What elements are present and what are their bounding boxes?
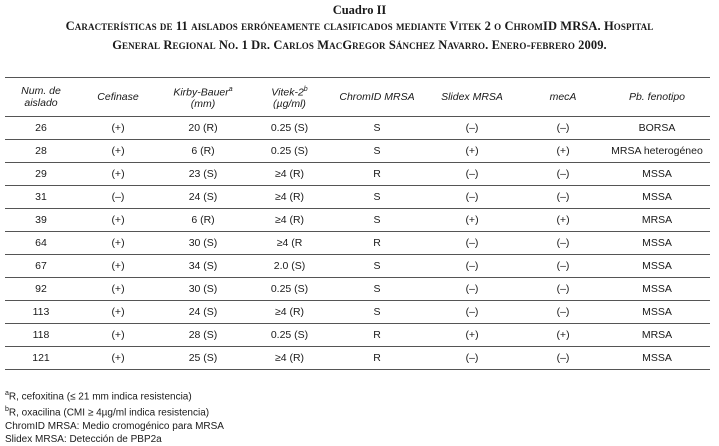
cell-cefinase: (+)	[77, 324, 159, 347]
cell-kirby-bauer: 24 (S)	[159, 301, 247, 324]
cell-kirby-bauer: 24 (S)	[159, 186, 247, 209]
cell-kirby-bauer: 25 (S)	[159, 347, 247, 370]
cell-pb-fenotipo: MSSA	[604, 186, 710, 209]
cell-slidex-mrsa: (+)	[422, 324, 522, 347]
cell-slidex-mrsa: (–)	[422, 301, 522, 324]
cell-meca: (–)	[522, 232, 604, 255]
cell-cefinase: (+)	[77, 209, 159, 232]
cell-slidex-mrsa: (–)	[422, 163, 522, 186]
col-header-cefinase: Cefinase	[77, 78, 159, 117]
cell-vitek-2: 2.0 (S)	[247, 255, 332, 278]
cell-slidex-mrsa: (–)	[422, 278, 522, 301]
cell-meca: (–)	[522, 255, 604, 278]
col-header-slidex-mrsa: Slidex MRSA	[422, 78, 522, 117]
cell-pb-fenotipo: MRSA	[604, 209, 710, 232]
cell-vitek-2: ≥4 (R)	[247, 347, 332, 370]
cell-chromid-mrsa: S	[332, 301, 422, 324]
header-row	[5, 78, 710, 117]
cell-cefinase: (+)	[77, 347, 159, 370]
cell-slidex-mrsa: (–)	[422, 255, 522, 278]
cell-num-aislado: 28	[5, 140, 77, 163]
cell-num-aislado: 64	[5, 232, 77, 255]
cell-vitek-2: 0.25 (S)	[247, 278, 332, 301]
col-header-num-aislado: Num. de aislado	[5, 78, 77, 117]
cell-slidex-mrsa: (–)	[422, 347, 522, 370]
cell-cefinase: (+)	[77, 163, 159, 186]
footnote-marker: a	[5, 390, 9, 397]
cell-num-aislado: 67	[5, 255, 77, 278]
cell-num-aislado: 118	[5, 324, 77, 347]
cell-kirby-bauer: 34 (S)	[159, 255, 247, 278]
cell-vitek-2: 0.25 (S)	[247, 140, 332, 163]
cell-vitek-2: ≥4 (R)	[247, 209, 332, 232]
cell-cefinase: (+)	[77, 301, 159, 324]
cell-pb-fenotipo: MRSA	[604, 324, 710, 347]
cell-chromid-mrsa: R	[332, 347, 422, 370]
cell-cefinase: (+)	[77, 255, 159, 278]
results-table	[5, 77, 710, 370]
cell-cefinase: (+)	[77, 232, 159, 255]
cell-kirby-bauer: 30 (S)	[159, 232, 247, 255]
footnotes	[5, 387, 224, 446]
col-header-pb-fenotipo: Pb. fenotipo	[604, 78, 710, 117]
cell-vitek-2: ≥4 (R)	[247, 186, 332, 209]
cell-meca: (–)	[522, 186, 604, 209]
cell-chromid-mrsa: S	[332, 186, 422, 209]
cell-cefinase: (–)	[77, 186, 159, 209]
cell-pb-fenotipo: BORSA	[604, 117, 710, 140]
cell-vitek-2: 0.25 (S)	[247, 117, 332, 140]
table-row	[5, 140, 710, 163]
cell-kirby-bauer: 30 (S)	[159, 278, 247, 301]
cell-chromid-mrsa: R	[332, 163, 422, 186]
cell-slidex-mrsa: (–)	[422, 186, 522, 209]
footnote-text: Slidex MRSA: Detección de PBP2a	[5, 433, 162, 445]
cell-num-aislado: 31	[5, 186, 77, 209]
cell-chromid-mrsa: S	[332, 117, 422, 140]
table-row	[5, 278, 710, 301]
cell-chromid-mrsa: S	[332, 140, 422, 163]
cell-cefinase: (+)	[77, 117, 159, 140]
cell-pb-fenotipo: MSSA	[604, 278, 710, 301]
cell-meca: (–)	[522, 163, 604, 186]
table-label: Cuadro II	[332, 3, 387, 17]
cell-meca: (–)	[522, 117, 604, 140]
cell-pb-fenotipo: MSSA	[604, 301, 710, 324]
cell-slidex-mrsa: (+)	[422, 140, 522, 163]
cell-meca: (+)	[522, 140, 604, 163]
cell-num-aislado: 113	[5, 301, 77, 324]
cell-cefinase: (+)	[77, 278, 159, 301]
table-row	[5, 324, 710, 347]
table-row	[5, 186, 710, 209]
cell-pb-fenotipo: MSSA	[604, 255, 710, 278]
table-row	[5, 255, 710, 278]
cell-num-aislado: 26	[5, 117, 77, 140]
col-header-kirby-bauer: Kirby-Bauer$^a$ (mm)	[159, 78, 247, 117]
cell-chromid-mrsa: S	[332, 209, 422, 232]
footnote-text: R, cefoxitina (≤ 21 mm indica resistencia)	[8, 391, 192, 403]
col-header-meca: mecA	[522, 78, 604, 117]
cell-meca: (–)	[522, 347, 604, 370]
cell-kirby-bauer: 20 (R)	[159, 117, 247, 140]
cell-meca: (–)	[522, 278, 604, 301]
cell-pb-fenotipo: MSSA	[604, 347, 710, 370]
cell-meca: (+)	[522, 324, 604, 347]
cell-kirby-bauer: 28 (S)	[159, 324, 247, 347]
table-row	[5, 117, 710, 140]
cell-slidex-mrsa: (–)	[422, 117, 522, 140]
cell-kirby-bauer: 6 (R)	[159, 209, 247, 232]
table-row	[5, 232, 710, 255]
cell-pb-fenotipo: MSSA	[604, 163, 710, 186]
cell-vitek-2: ≥4 (R)	[247, 301, 332, 324]
cell-meca: (–)	[522, 301, 604, 324]
cell-chromid-mrsa: S	[332, 278, 422, 301]
cell-cefinase: (+)	[77, 140, 159, 163]
cell-num-aislado: 39	[5, 209, 77, 232]
table-row	[5, 347, 710, 370]
table-title-line-1: Características de 11 aislados erróneamente clasificados mediante Vitek 2 o ChromID MRSA. Hospital	[65, 19, 654, 33]
col-header-vitek-2: Vitek-2$^b$ (µg/ml)	[247, 78, 332, 117]
footnote-text: R, oxacilina (CMI ≥ 4µg/ml indica resistencia)	[8, 407, 210, 419]
cell-pb-fenotipo: MRSA heterogéneo	[604, 140, 710, 163]
cell-num-aislado: 121	[5, 347, 77, 370]
cell-vitek-2: ≥4 (R)	[247, 163, 332, 186]
footnote	[5, 387, 224, 403]
footnote	[5, 403, 224, 419]
table-row	[5, 163, 710, 186]
table-row	[5, 209, 710, 232]
col-header-chromid-mrsa: ChromID MRSA	[332, 78, 422, 117]
footnote-text: ChromID MRSA: Medio cromogénico para MRSA	[5, 420, 224, 432]
cell-num-aislado: 29	[5, 163, 77, 186]
cell-chromid-mrsa: R	[332, 324, 422, 347]
cell-vitek-2: 0.25 (S)	[247, 324, 332, 347]
cell-chromid-mrsa: S	[332, 255, 422, 278]
footnote	[5, 420, 224, 433]
cell-meca: (+)	[522, 209, 604, 232]
cell-chromid-mrsa: R	[332, 232, 422, 255]
table-row	[5, 301, 710, 324]
cell-kirby-bauer: 6 (R)	[159, 140, 247, 163]
table-title-line-2: General Regional No. 1 Dr. Carlos MacGregor Sánchez Navarro. Enero-febrero 2009.	[112, 38, 607, 52]
cell-pb-fenotipo: MSSA	[604, 232, 710, 255]
cell-num-aislado: 92	[5, 278, 77, 301]
cell-slidex-mrsa: (–)	[422, 232, 522, 255]
cell-vitek-2: ≥4 (R	[247, 232, 332, 255]
cell-kirby-bauer: 23 (S)	[159, 163, 247, 186]
cell-slidex-mrsa: (+)	[422, 209, 522, 232]
footnote-marker: b	[5, 406, 9, 414]
